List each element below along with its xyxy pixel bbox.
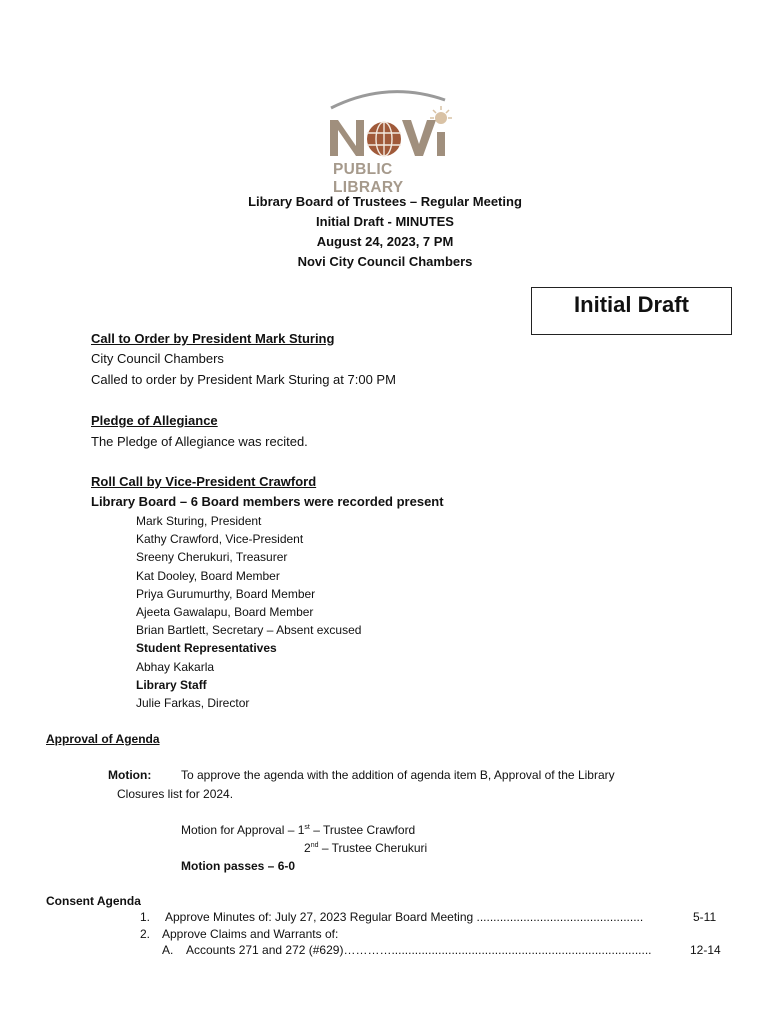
- roll-call-subtitle: Library Board – 6 Board members were recorded present: [91, 494, 444, 509]
- consent-item-1-pages: 5-11: [693, 910, 717, 924]
- motion-passes: Motion passes – 6-0: [181, 859, 296, 873]
- logo-subtitle: PUBLIC LIBRARY: [333, 161, 404, 196]
- consent-item-2-num: 2.: [140, 927, 151, 941]
- header-line-3: August 24, 2023, 7 PM: [316, 234, 454, 249]
- consent-item-2a: Accounts 271 and 272 (#629)…………..............................................................................: [186, 943, 652, 957]
- agenda-title: Approval of Agenda: [46, 732, 160, 746]
- header-line-1: Library Board of Trustees – Regular Meeting: [248, 194, 522, 209]
- motion-text: To approve the agenda with the addition of agenda item B, Approval of the Library: [181, 768, 615, 782]
- roster-member: Ajeeta Gawalapu, Board Member: [136, 605, 314, 620]
- consent-title: Consent Agenda: [46, 894, 141, 908]
- student-heading: Student Representatives: [136, 641, 277, 656]
- motion-label: Motion:: [108, 768, 152, 782]
- roster-member: Kathy Crawford, Vice-President: [136, 532, 304, 547]
- roster-member: Kat Dooley, Board Member: [136, 568, 280, 583]
- call-to-order-line-1: City Council Chambers: [91, 351, 224, 366]
- document-header: [0, 192, 770, 272]
- pledge-title: Pledge of Allegiance: [91, 413, 218, 428]
- call-to-order-title: Call to Order by President Mark Sturing: [91, 331, 335, 346]
- student-name: Abhay Kakarla: [136, 659, 215, 674]
- approval-line-2-text: 2: [304, 841, 311, 855]
- approval-line-2: [304, 841, 427, 855]
- motion-text-2: Closures list for 2024.: [117, 787, 234, 801]
- header-line-2: Initial Draft - MINUTES: [316, 214, 454, 229]
- consent-item-1: Approve Minutes of: July 27, 2023 Regular Board Meeting ..................................................: [165, 910, 644, 924]
- roster-list: [136, 512, 361, 712]
- approval-line-2-sup: nd: [310, 842, 319, 849]
- consent-item-2a-num: A.: [162, 943, 174, 957]
- call-to-order-line-2: Called to order by President Mark Sturing at 7:00 PM: [91, 372, 396, 387]
- roster-member: Mark Sturing, President: [136, 514, 262, 528]
- roster-member: Brian Bartlett, Secretary – Absent excused: [136, 623, 362, 638]
- pledge-line: The Pledge of Allegiance was recited.: [91, 434, 308, 449]
- consent-item-2: Approve Claims and Warrants of:: [162, 927, 339, 941]
- roster-member: Sreeny Cherukuri, Treasurer: [136, 550, 288, 565]
- header-line-4: Novi City Council Chambers: [297, 254, 473, 269]
- roster-member: Priya Gurumurthy, Board Member: [136, 586, 316, 601]
- staff-name: Julie Farkas, Director: [136, 696, 250, 711]
- roll-call-title: Roll Call by Vice-President Crawford: [91, 474, 317, 489]
- consent-item-1-num: 1.: [140, 910, 151, 924]
- approval-line-1-sup: st: [304, 824, 310, 831]
- approval-line-1: [181, 823, 415, 837]
- approval-line-2-post: – Trustee Cherukuri: [318, 841, 428, 855]
- approval-line-1-post: – Trustee Crawford: [309, 823, 416, 837]
- consent-item-2a-pages: 12-14: [690, 943, 721, 957]
- initial-draft-box: Initial Draft: [531, 287, 732, 335]
- staff-heading: Library Staff: [136, 677, 207, 692]
- approval-line-1-text: Motion for Approval – 1: [181, 823, 305, 837]
